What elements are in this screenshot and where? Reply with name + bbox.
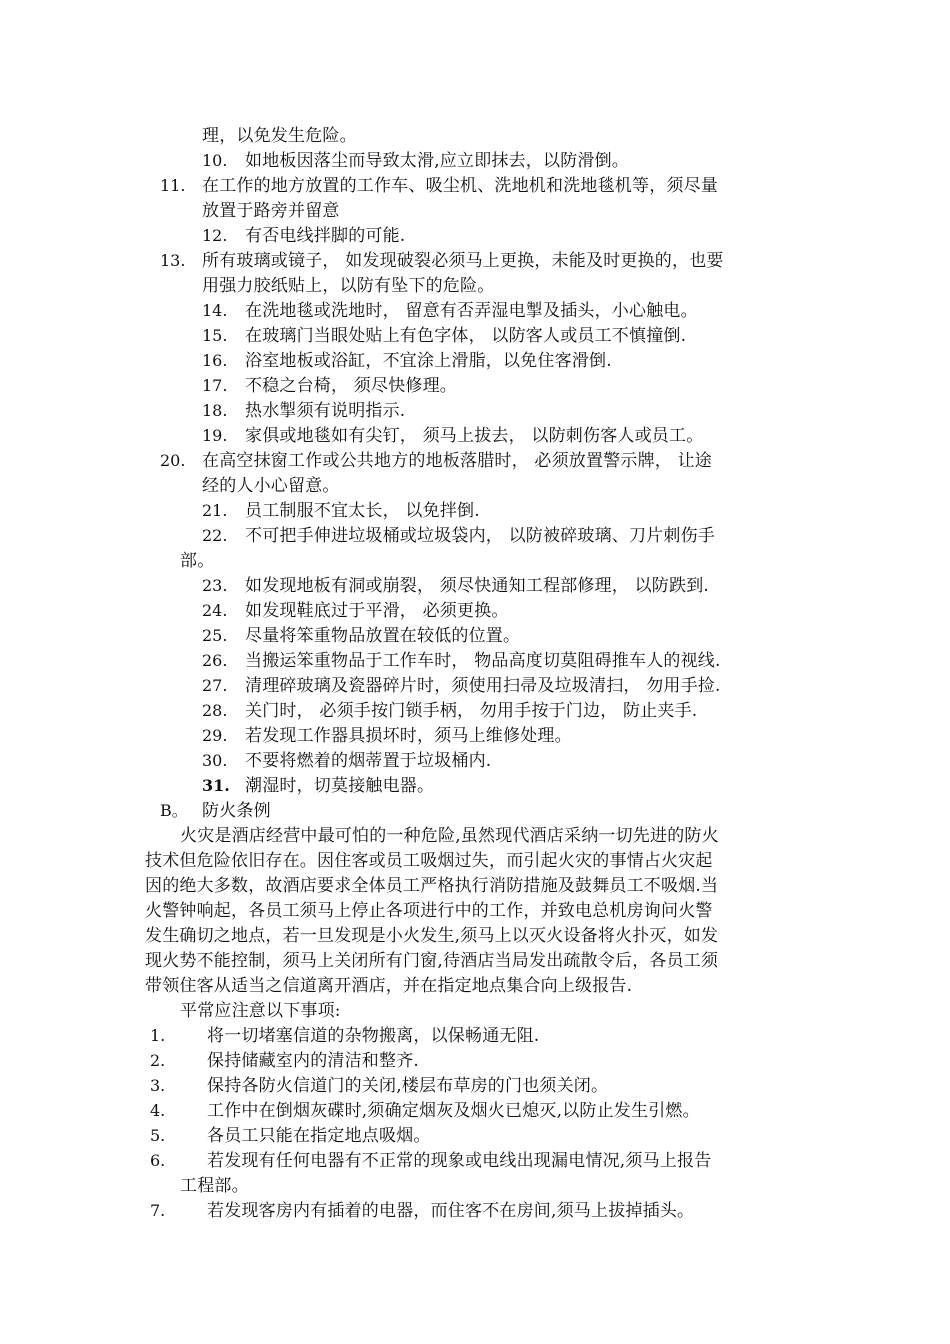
item-number: 10. — [202, 151, 228, 170]
item-number: 16. — [202, 351, 228, 370]
item-number: 29. — [202, 726, 228, 745]
line-text: 保持各防火信道门的关闭,楼层布草房的门也须关闭。 — [207, 1076, 609, 1096]
line-text: 在工作的地方放置的工作车、吸尘机、洗地机和洗地毯机等，须尽量 — [202, 176, 718, 196]
paragraph-line: 带领住客从适当之信道离开酒店，并在指定地点集合向上级报告. — [145, 976, 633, 996]
line-text: 将一切堵塞信道的杂物搬离，以保畅通无阻. — [207, 1026, 540, 1046]
item-number: 18. — [202, 401, 228, 420]
item-number: 20. — [160, 451, 186, 470]
item-number: 6. — [150, 1151, 166, 1170]
line-text: 所有玻璃或镜子， 如发现破裂必须马上更换，未能及时更换的，也要 — [202, 251, 724, 271]
line-text: 浴室地板或浴缸，不宜涂上滑脂，以免住客滑倒. — [245, 351, 612, 371]
item-number: 4. — [150, 1101, 166, 1120]
item-number: 24. — [202, 601, 228, 620]
item-number: 28. — [202, 701, 228, 720]
line-text: 若发现客房内有插着的电器，而住客不在房间,须马上拔掉插头。 — [207, 1201, 695, 1221]
line-text: 理，以免发生危险。 — [202, 126, 357, 146]
section-title: 防火条例 — [202, 801, 271, 821]
line-text: 有否电线拌脚的可能. — [245, 226, 406, 246]
paragraph-line: 现火势不能控制，须马上关闭所有门窗,待酒店当局发出疏散令后，各员工须 — [145, 951, 719, 971]
item-number: 27. — [202, 676, 228, 695]
line-text: 当搬运笨重物品于工作车时， 物品高度切莫阻碍推车人的视线. — [245, 651, 721, 671]
paragraph-line: 发生确切之地点，若一旦发现是小火发生,须马上以灭火设备将火扑灭，如发 — [145, 926, 719, 946]
line-text: 不稳之台椅， 须尽快修理。 — [245, 376, 458, 396]
line-text: 用强力胶纸贴上，以防有坠下的危险。 — [202, 276, 495, 296]
line-text: 员工制服不宜太长， 以免拌倒. — [245, 501, 480, 521]
item-number: 30. — [202, 751, 228, 770]
item-number: 15. — [202, 326, 228, 345]
line-text: 如发现地板有洞或崩裂， 须尽快通知工程部修理， 以防跌到. — [245, 576, 710, 596]
item-number: 11. — [160, 176, 186, 195]
line-text: 在玻璃门当眼处贴上有色字体， 以防客人或员工不慎撞倒. — [245, 326, 687, 346]
line-text: 部。 — [180, 551, 215, 571]
line-text: 各员工只能在指定地点吸烟。 — [207, 1126, 431, 1146]
item-number: 17. — [202, 376, 228, 395]
item-number: 26. — [202, 651, 228, 670]
section-letter: B。 — [160, 801, 188, 820]
item-number: 13. — [160, 251, 186, 270]
item-number: 25. — [202, 626, 228, 645]
item-number: 5. — [150, 1126, 166, 1145]
paragraph-line: 技术但危险依旧存在。因住客或员工吸烟过失，而引起火灾的事情占火灾起 — [145, 851, 713, 871]
line-text: 热水掣须有说明指示. — [245, 401, 406, 421]
line-text: 家俱或地毯如有尖钉， 须马上拔去， 以防刺伤客人或员工。 — [245, 426, 704, 446]
line-text: 如发现鞋底过于平滑， 必须更换。 — [245, 601, 509, 621]
paragraph-line: 火警钟响起，各员工须马上停止各项进行中的工作，并致电总机房询问火警 — [145, 901, 713, 921]
line-text: 工程部。 — [180, 1176, 249, 1196]
item-number: 14. — [202, 301, 228, 320]
line-text: 清理碎玻璃及瓷器碎片时，须使用扫帚及垃圾清扫， 勿用手捡. — [245, 676, 721, 696]
line-text: 不可把手伸进垃圾桶或垃圾袋内， 以防被碎玻璃、刀片刺伤手 — [245, 526, 716, 546]
item-number: 19. — [202, 426, 228, 445]
line-text: 如地板因落尘而导致太滑,应立即抹去，以防滑倒。 — [245, 151, 630, 171]
paragraph-line: 火灾是酒店经营中最可怕的一种危险,虽然现代酒店采纳一切先进的防火 — [180, 826, 719, 846]
line-text: 尽量将笨重物品放置在较低的位置。 — [245, 626, 521, 646]
line-text: 若发现工作器具损坏时，须马上维修处理。 — [245, 726, 572, 746]
line-text: 关门时， 必须手按门锁手柄， 勿用手按于门边， 防止夹手. — [245, 701, 698, 721]
item-number: 7. — [150, 1201, 166, 1220]
item-number: 31. — [202, 776, 230, 795]
item-number: 21. — [202, 501, 228, 520]
line-text: 不要将燃着的烟蒂置于垃圾桶内. — [245, 751, 492, 771]
item-number: 2. — [150, 1051, 166, 1070]
paragraph-line: 因的绝大多数，故酒店要求全体员工严格执行消防措施及鼓舞员工不吸烟.当 — [145, 876, 719, 896]
item-number: 3. — [150, 1076, 166, 1095]
line-text: 在洗地毯或洗地时， 留意有否弄湿电掣及插头，小心触电。 — [245, 301, 698, 321]
line-text: 若发现有任何电器有不正常的现象或电线出现漏电情况,须马上报告 — [207, 1151, 712, 1171]
item-number: 12. — [202, 226, 228, 245]
item-number: 22. — [202, 526, 228, 545]
line-text: 工作中在倒烟灰碟时,须确定烟灰及烟火已熄灭,以防止发生引燃。 — [207, 1101, 700, 1121]
line-text: 经的人小心留意。 — [202, 476, 340, 496]
item-number: 1. — [150, 1026, 166, 1045]
line-text: 放置于路旁并留意 — [202, 201, 340, 221]
line-text: 潮湿时，切莫接触电器。 — [245, 776, 435, 796]
notice-intro: 平常应注意以下事项: — [180, 1001, 341, 1021]
item-number: 23. — [202, 576, 228, 595]
line-text: 保持储藏室内的清洁和整齐. — [207, 1051, 420, 1071]
line-text: 在高空抹窗工作或公共地方的地板落腊时， 必须放置警示牌， 让途 — [202, 451, 713, 471]
